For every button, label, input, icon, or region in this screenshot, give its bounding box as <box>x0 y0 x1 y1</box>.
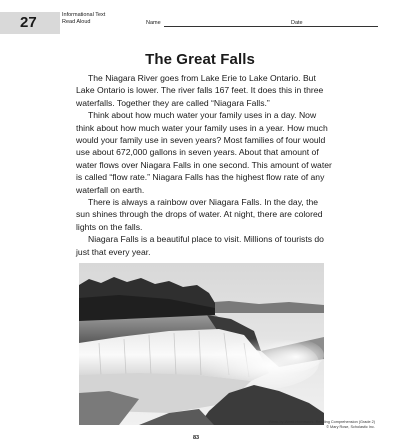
article-body <box>76 72 332 258</box>
genre-line-1: Informational Text <box>62 12 106 18</box>
footer-page-number: 83 <box>193 435 200 441</box>
name-line <box>164 26 378 27</box>
paragraph-2: Think about how much water your family uses in a day. Now think about how much water your family uses in a year. How much would your family use in seven years? Most families of four would use about 672,000 gallons in seven years. About that amount of water flows over Niagara Falls in one second. This amount of water is called “flow rate.” Niagara Falls has the highest flow rate of any waterfall on earth. <box>76 110 332 195</box>
page-number: 27 <box>20 14 37 31</box>
credit-line-1: Week-by-Week Homework: Reading Comprehension (Grade 2) <box>268 420 375 424</box>
name-label: Name <box>146 20 161 26</box>
paragraph-3: There is always a rainbow over Niagara Falls. In the day, the sun shines through the drops of water. At night, there are colored lights on the falls. <box>76 197 323 232</box>
paragraph-1: The Niagara River goes from Lake Erie to Lake Ontario. But Lake Ontario is lower. The river falls 167 feet. It does this in three waterfalls. Together they are called “Niagara Falls.” <box>76 73 324 108</box>
copyright-credit <box>255 420 375 429</box>
genre-line-2: Read Aloud <box>62 18 91 25</box>
page-title: The Great Falls <box>145 51 255 68</box>
page-number-tab <box>0 12 60 34</box>
date-label: Date <box>291 20 303 26</box>
page-header <box>0 0 400 34</box>
niagara-falls-photo <box>79 263 324 425</box>
credit-line-2: © Mary Rose, Scholastic Inc. <box>326 424 375 429</box>
genre-label <box>62 12 105 25</box>
paragraph-4: Niagara Falls is a beautiful place to visit. Millions of tourists do just that every year. <box>76 234 324 257</box>
